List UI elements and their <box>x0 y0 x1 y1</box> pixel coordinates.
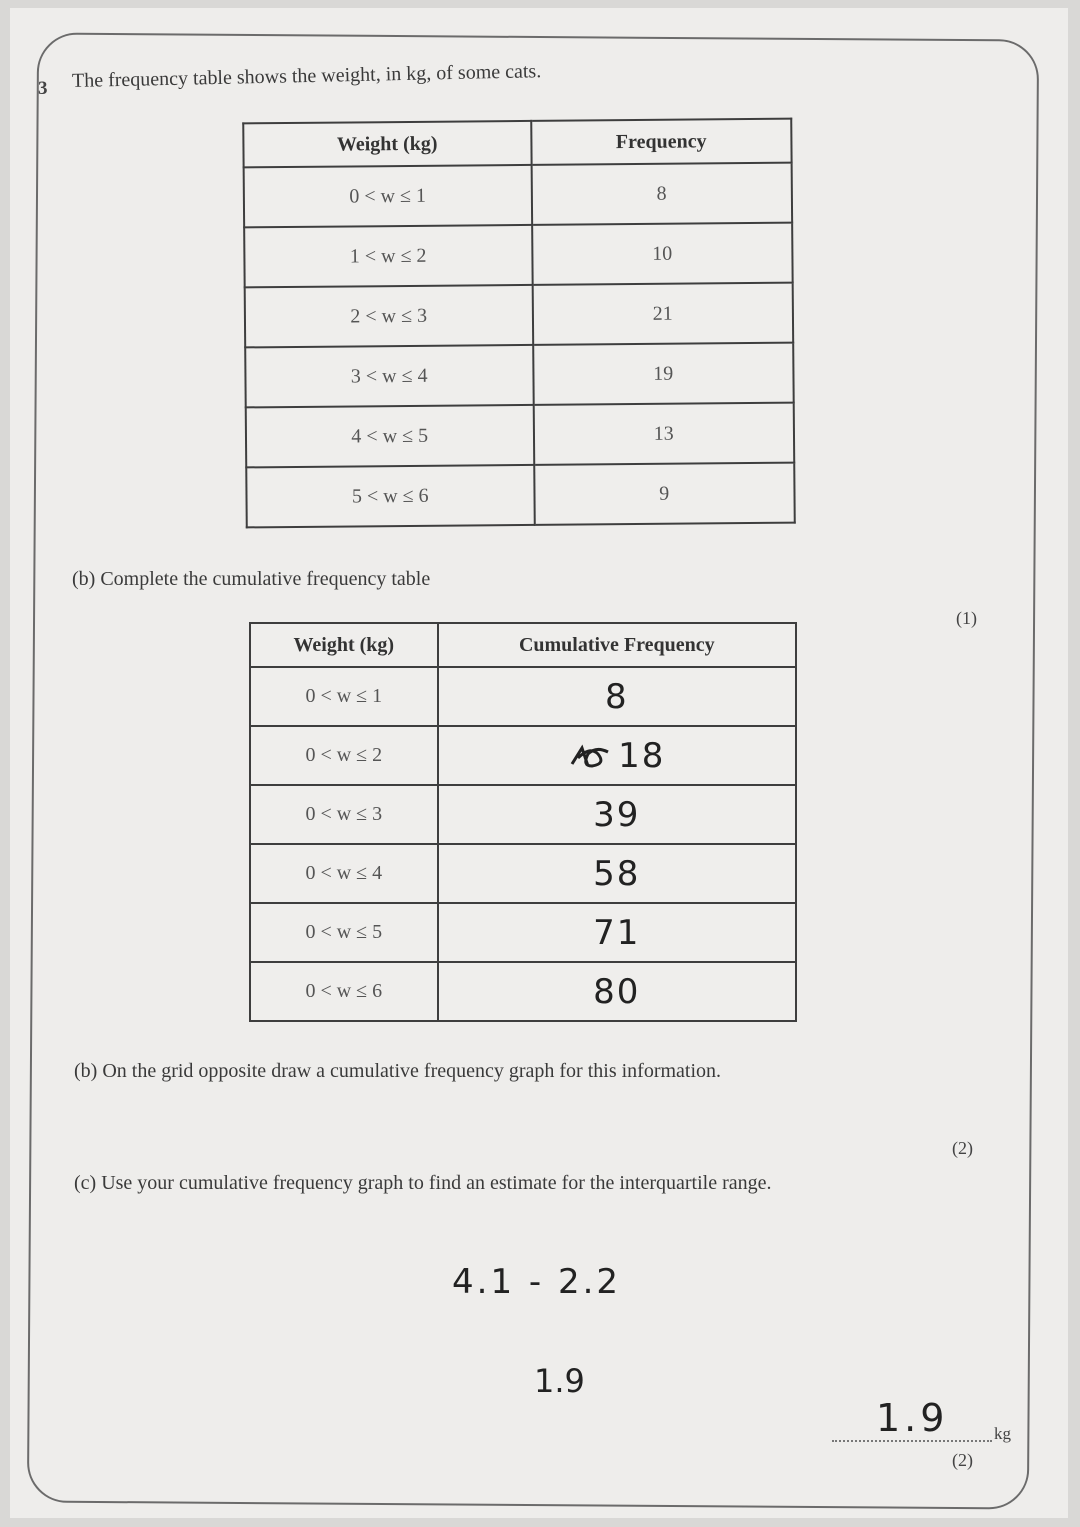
table-row <box>246 463 795 528</box>
weight-cell: 0 < w ≤ 4 <box>250 844 438 903</box>
table-row <box>250 962 796 1021</box>
table-row <box>245 283 794 348</box>
cumulative-frequency-input[interactable]: 58 <box>438 844 796 903</box>
frequency-table <box>242 118 796 529</box>
table-header-row <box>250 623 796 667</box>
weight-cell: 0 < w ≤ 3 <box>250 785 438 844</box>
weight-header: Weight (kg) <box>250 623 438 667</box>
answer-unit: kg <box>994 1424 1011 1443</box>
crossed-out-scribble-icon <box>568 744 612 770</box>
part-b-complete-marks: (1) <box>956 608 977 628</box>
table-header-row <box>243 119 791 168</box>
cumulative-frequency-input[interactable]: 71 <box>438 903 796 962</box>
part-b-graph-text: (b) On the grid opposite draw a cumulative frequency graph for this information. <box>74 1060 722 1082</box>
weight-cell: 3 < w ≤ 4 <box>245 345 533 408</box>
table-row <box>245 343 794 408</box>
weight-cell: 1 < w ≤ 2 <box>244 225 532 288</box>
cumulative-frequency-input[interactable]: 8 <box>438 667 796 726</box>
weight-cell: 0 < w ≤ 2 <box>250 726 438 785</box>
frequency-cell: 9 <box>534 463 795 525</box>
weight-cell: 5 < w ≤ 6 <box>246 465 534 528</box>
question-text: The frequency table shows the weight, in kg, of some cats. <box>71 60 542 92</box>
weight-cell: 2 < w ≤ 3 <box>245 285 533 348</box>
frequency-cell: 8 <box>531 163 792 225</box>
table-row <box>244 163 793 228</box>
cumulative-frequency-input[interactable]: 39 <box>438 785 796 844</box>
table-row <box>246 403 795 468</box>
table-row <box>250 726 796 785</box>
cumulative-frequency-header: Cumulative Frequency <box>438 623 796 667</box>
cumulative-frequency-value: 18 <box>618 735 666 776</box>
answer-value[interactable]: 1.9 <box>876 1396 949 1440</box>
frequency-cell: 13 <box>533 403 794 465</box>
table-row <box>244 223 793 288</box>
question-number: 3 <box>38 78 48 99</box>
answer-line <box>832 1440 992 1442</box>
cumulative-frequency-table <box>249 622 797 1022</box>
table-row <box>250 667 796 726</box>
frequency-header: Frequency <box>531 119 792 165</box>
frequency-cell: 10 <box>532 223 793 285</box>
cumulative-frequency-input[interactable] <box>438 726 796 785</box>
cumulative-frequency-input[interactable]: 80 <box>438 962 796 1021</box>
part-b-graph-marks: (2) <box>952 1138 973 1158</box>
table-row <box>250 785 796 844</box>
frequency-cell: 21 <box>532 283 793 345</box>
table-row <box>250 844 796 903</box>
working-subtraction: 4.1 - 2.2 <box>452 1262 622 1302</box>
weight-cell: 0 < w ≤ 1 <box>250 667 438 726</box>
weight-cell: 0 < w ≤ 1 <box>244 165 532 228</box>
part-c-text: (c) Use your cumulative frequency graph to find an estimate for the interquartile range. <box>74 1172 772 1194</box>
table-row <box>250 903 796 962</box>
weight-cell: 4 < w ≤ 5 <box>246 405 534 468</box>
frequency-cell: 19 <box>533 343 794 405</box>
part-c-marks: (2) <box>952 1450 973 1470</box>
weight-cell: 0 < w ≤ 6 <box>250 962 438 1021</box>
weight-header: Weight (kg) <box>243 121 531 168</box>
weight-cell: 0 < w ≤ 5 <box>250 903 438 962</box>
part-b-complete-text: (b) Complete the cumulative frequency table <box>72 568 431 590</box>
working-result: 1.9 <box>534 1362 585 1400</box>
